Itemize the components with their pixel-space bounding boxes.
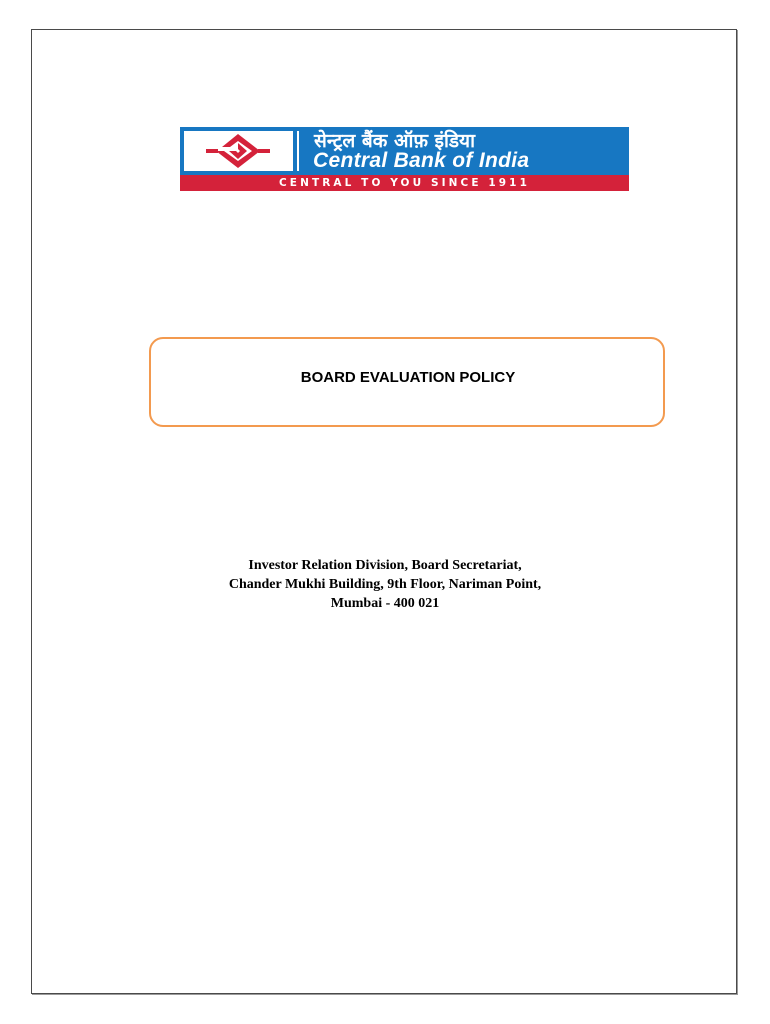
policy-title: BOARD EVALUATION POLICY bbox=[300, 369, 516, 386]
office-address bbox=[160, 556, 610, 613]
logo-emblem-panel bbox=[184, 131, 293, 171]
address-line-3: Mumbai - 400 021 bbox=[330, 596, 440, 611]
policy-title-box bbox=[149, 337, 665, 427]
bank-tagline: CENTRAL TO YOU SINCE 1911 bbox=[180, 175, 629, 191]
logo-separator bbox=[297, 131, 299, 171]
bank-name-english: Central Bank of India bbox=[313, 149, 530, 172]
logo-banner bbox=[180, 127, 629, 175]
bank-name-hindi: सेन्ट्रल बैंक ऑफ़ इंडिया bbox=[314, 130, 475, 152]
address-line-2: Chander Mukhi Building, 9th Floor, Nariman Point, bbox=[228, 577, 542, 592]
central-bank-emblem-icon bbox=[200, 131, 276, 171]
bank-logo bbox=[180, 127, 629, 191]
address-line-1: Investor Relation Division, Board Secretariat, bbox=[248, 558, 522, 573]
